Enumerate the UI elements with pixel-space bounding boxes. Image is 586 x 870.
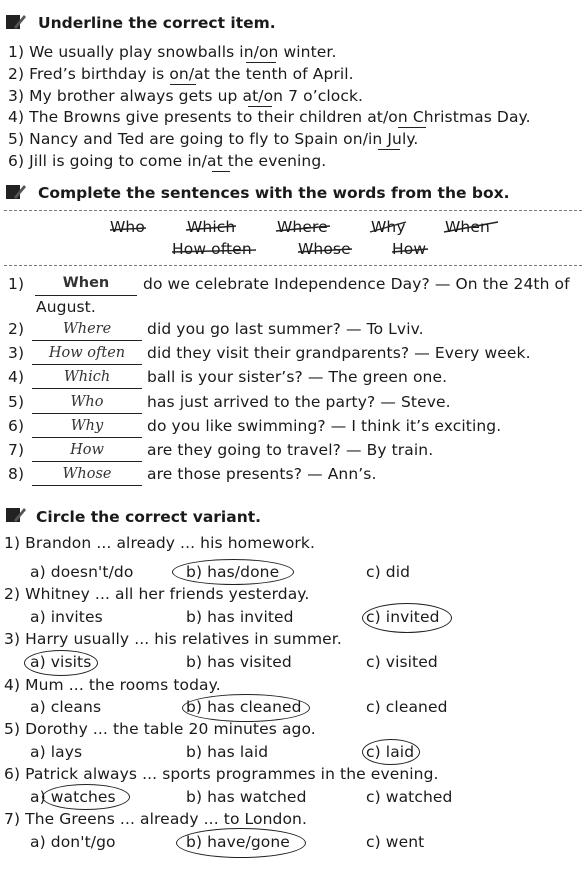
answer-text: Who — [70, 394, 104, 410]
option-b: b) has visited — [186, 653, 292, 671]
ex2-sentence: do we celebrate Independence Day? — On the 24th of — [143, 275, 570, 293]
option-a: a) visits — [30, 653, 92, 671]
ex2-sentence: ball is your sister’s? — The green one. — [147, 368, 448, 386]
option-a: a) lays — [30, 743, 83, 761]
exercise-3-title: Circle the correct variant. — [36, 508, 262, 526]
box-word: Where — [277, 218, 328, 236]
ex3-question: 4) Mum ... the rooms today. — [4, 676, 221, 694]
option-c: c) invited — [366, 608, 440, 626]
answer-text: How — [70, 442, 104, 458]
box-word: When — [445, 218, 490, 236]
ex3-question: 2) Whitney ... all her friends yesterday. — [4, 585, 310, 603]
answer-text: How often — [48, 345, 126, 361]
ex3-question: 7) The Greens ... already ... to London. — [4, 810, 307, 828]
ex2-sentence: has just arrived to the party? — Steve. — [147, 393, 451, 411]
ex2-num: 6) — [8, 417, 25, 435]
box-word: Whose — [298, 240, 351, 258]
ex2-num: 3) — [8, 344, 25, 362]
option-b: b) has invited — [186, 608, 294, 626]
box-word: Why — [371, 218, 406, 236]
box-word: Who — [110, 218, 145, 236]
answer-text: Where — [62, 321, 112, 337]
ex2-sentence: did you go last summer? — To Lviv. — [147, 320, 424, 338]
box-word: How often — [172, 240, 252, 258]
ex2-sentence: are those presents? — Ann’s. — [147, 465, 377, 483]
answer-circle — [362, 739, 420, 765]
option-b: b) has watched — [186, 788, 307, 806]
option-b: b) has cleaned — [186, 698, 302, 716]
cross-out-marks — [0, 0, 586, 270]
option-c: c) laid — [366, 743, 415, 761]
ex2-sentence: are they going to travel? — By train. — [147, 441, 434, 459]
answer-circle — [42, 784, 130, 810]
ex2-sentence-cont: August. — [36, 298, 96, 316]
ex1-item-3: 3) My brother always gets up at/on 7 o’clock. — [8, 87, 364, 105]
option-a: a) cleans — [30, 698, 102, 716]
answer-text: Which — [63, 369, 111, 385]
box-word: How — [392, 240, 427, 258]
answer-text: Why — [70, 418, 104, 434]
exercise-pencil-icon — [6, 506, 26, 524]
option-b: b) has/done — [186, 563, 280, 581]
exercise-1-title: Underline the correct item. — [38, 14, 276, 32]
option-b: b) have/gone — [186, 833, 290, 851]
ex2-num: 4) — [8, 368, 25, 386]
ex2-num: 7) — [8, 441, 25, 459]
ex2-num: 1) — [8, 275, 25, 293]
box-word: Which — [187, 218, 236, 236]
option-c: c) watched — [366, 788, 453, 806]
option-a: a) doesn't/do — [30, 563, 134, 581]
option-a: a) don't/go — [30, 833, 116, 851]
ex2-num: 5) — [8, 393, 25, 411]
answer-circle — [362, 603, 452, 633]
ex1-item-6: 6) Jill is going to come in/at the evening. — [8, 152, 327, 170]
ex3-question: 6) Patrick always ... sports programmes in the evening. — [4, 765, 439, 783]
option-c: c) cleaned — [366, 698, 448, 716]
ex2-sentence: do you like swimming? — I think it’s exciting. — [147, 417, 502, 435]
option-c: c) did — [366, 563, 411, 581]
answer-text: When — [62, 275, 110, 291]
ex3-question: 1) Brandon ... already ... his homework. — [4, 534, 315, 552]
ex2-num: 8) — [8, 465, 25, 483]
option-c: c) visited — [366, 653, 438, 671]
ex1-item-2: 2) Fred’s birthday is on/at the tenth of April. — [8, 65, 354, 83]
answer-circle — [24, 650, 98, 676]
ex1-item-1: 1) We usually play snowballs in/on winter. — [8, 43, 337, 61]
exercise-2-title: Complete the sentences with the words from the box. — [38, 184, 510, 202]
ex3-question: 5) Dorothy ... the table 20 minutes ago. — [4, 720, 316, 738]
option-a: a) watches — [30, 788, 116, 806]
answer-circle — [172, 559, 294, 585]
ex1-item-5: 5) Nancy and Ted are going to fly to Spain on/in July. — [8, 130, 419, 148]
option-b: b) has laid — [186, 743, 269, 761]
option-a: a) invites — [30, 608, 103, 626]
ex2-num: 2) — [8, 320, 25, 338]
ex3-question: 3) Harry usually ... his relatives in summer. — [4, 630, 342, 648]
ex1-item-4: 4) The Browns give presents to their children at/on Christmas Day. — [8, 108, 531, 126]
answer-circle — [182, 694, 310, 722]
answer-circle — [176, 828, 306, 858]
answer-text: Whose — [62, 466, 112, 482]
ex2-sentence: did they visit their grandparents? — Every week. — [147, 344, 531, 362]
option-c: c) went — [366, 833, 425, 851]
